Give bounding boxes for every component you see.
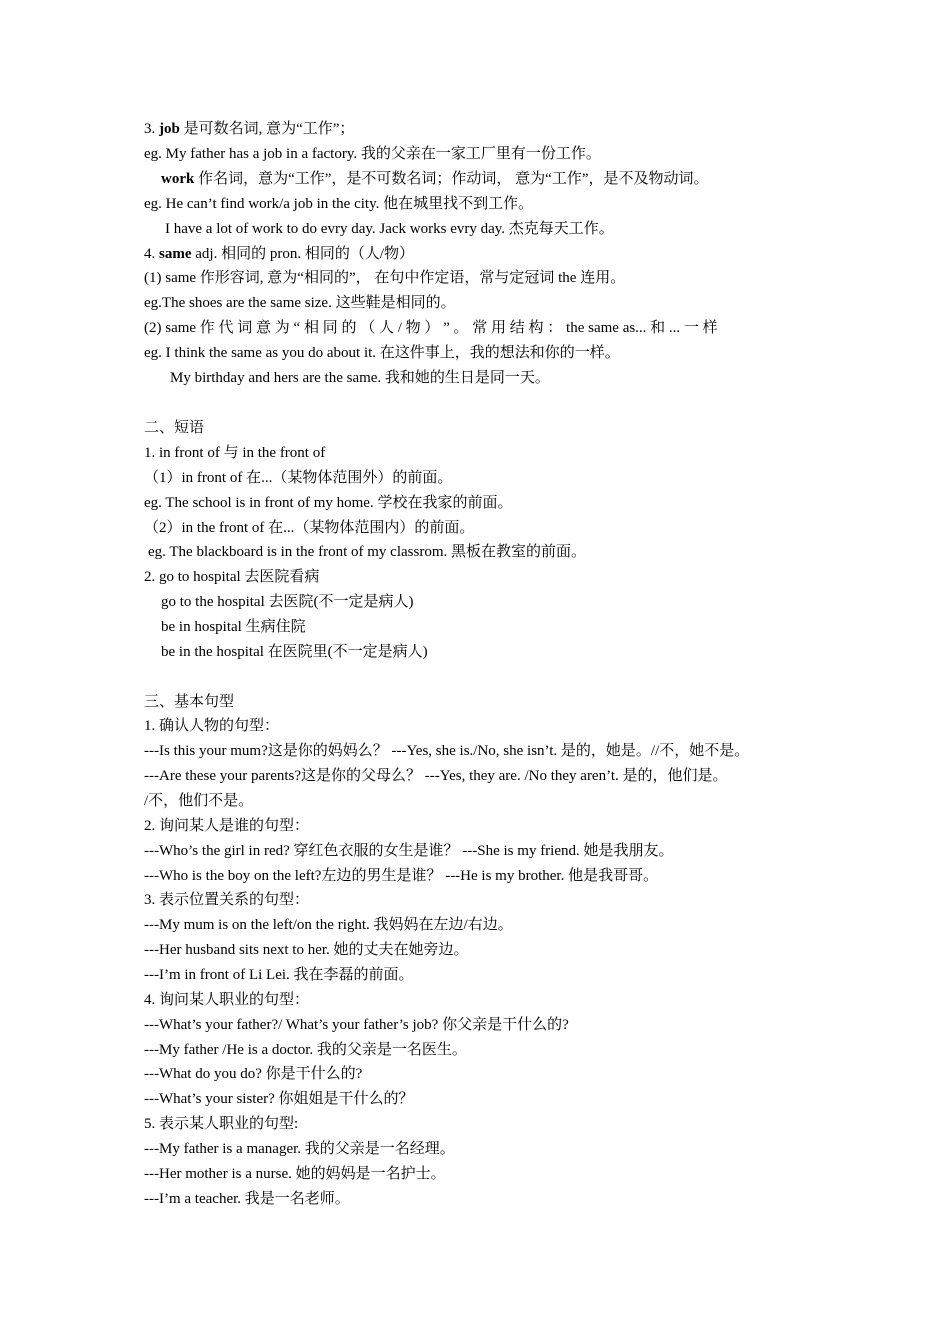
work-definition [161, 169, 708, 189]
pattern-2-dialog-b: ---Who is the boy on the left?左边的男生是谁？ ---He is my brother. 他是我哥哥。 [144, 868, 659, 884]
keyword-same: same [159, 246, 192, 262]
phrase-item-1a-example: eg. The school is in front of my home. 学校在我家的前面。 [144, 495, 513, 511]
same-usage-2-example-2: My birthday and hers are the same. 我和她的生日是同一天。 [170, 370, 550, 386]
keyword-job: job [159, 121, 180, 137]
pattern-5-example-a: ---My father is a manager. 我的父亲是一名经理。 [144, 1141, 455, 1157]
pattern-4-example-b: ---My father /He is a doctor. 我的父亲是一名医生。 [144, 1042, 467, 1058]
pattern-1-dialog-b-cont: /不，他们不是。 [144, 793, 254, 809]
section-heading-patterns: 三、基本句型 [144, 694, 235, 710]
job-example: eg. My father has a job in a factory. 我的父亲在一家工厂里有一份工作。 [144, 146, 601, 162]
pattern-1-dialog-b: ---Are these your parents?这是你的父母么？ ---Yes, they are. /No they aren’t. 是的，他们是。 [144, 768, 728, 784]
pattern-5-example-b: ---Her mother is a nurse. 她的妈妈是一名护士。 [144, 1166, 446, 1182]
pattern-2-dialog-a: ---Who’s the girl in red? 穿红色衣服的女生是谁？ ---She is my friend. 她是我朋友。 [144, 843, 674, 859]
section-heading-phrases: 二、短语 [144, 420, 205, 436]
pattern-4-example-c: ---What do you do? 你是干什么的? [144, 1066, 363, 1082]
pattern-2-title: 2. 询问某人是谁的句型： [144, 818, 310, 834]
same-usage-1: (1) same 作形容词, 意为“相同的”， 在句中作定语，常与定冠词 the 连用。 [144, 270, 626, 286]
definition-text: adj. 相同的 pron. 相同的（人/物） [191, 246, 414, 262]
pattern-3-title: 3. 表示位置关系的句型： [144, 892, 310, 908]
phrase-item-1: 1. in front of 与 in the front of [144, 445, 326, 461]
work-example-2: I have a lot of work to do evry day. Jack works evry day. 杰克每天工作。 [165, 221, 614, 237]
pattern-4-title: 4. 询问某人职业的句型： [144, 992, 310, 1008]
pattern-4-example-a: ---What’s your father?/ What’s your father’s job? 你父亲是干什么的? [144, 1017, 569, 1033]
definition-text: 作名词，意为“工作”，是不可数名词；作动词， 意为“工作”，是不及物动词。 [194, 171, 709, 187]
work-example-1: eg. He can’t find work/a job in the city. 他在城里找不到工作。 [144, 196, 534, 212]
definition-text: 是可数名词, 意为“工作”； [179, 121, 355, 137]
phrase-item-2d: be in the hospital 在医院里(不一定是病人) [161, 644, 428, 660]
phrase-item-2c: be in hospital 生病住院 [161, 619, 306, 635]
pattern-1-title: 1. 确认人物的句型： [144, 718, 280, 734]
phrase-item-1b: （2）in the front of 在...（某物体范围内）的前面。 [144, 520, 475, 536]
pattern-3-example-b: ---Her husband sits next to her. 她的丈夫在她旁边。 [144, 942, 469, 958]
same-usage-1-example: eg.The shoes are the same size. 这些鞋是相同的。 [144, 295, 456, 311]
item-number: 3. [144, 121, 159, 137]
same-usage-2: (2) same 作 代 词 意 为 “ 相 同 的 （ 人 / 物 ） ” 。 常 用 结 构 ： the same as... 和 ... 一 样 [144, 320, 718, 336]
phrase-item-2: 2. go to hospital 去医院看病 [144, 569, 320, 585]
same-definition [144, 244, 414, 264]
phrase-item-1a: （1）in front of 在...（某物体范围外）的前面。 [144, 470, 453, 486]
pattern-5-title: 5. 表示某人职业的句型: [144, 1116, 299, 1132]
phrase-item-1b-example: eg. The blackboard is in the front of my classrom. 黑板在教室的前面。 [148, 544, 586, 560]
pattern-1-dialog-a: ---Is this your mum?这是你的妈妈么？ ---Yes, she is./No, she isn’t. 是的，她是。//不，她不是。 [144, 743, 750, 759]
pattern-3-example-a: ---My mum is on the left/on the right. 我妈妈在左边/右边。 [144, 917, 513, 933]
same-usage-2-example-1: eg. I think the same as you do about it. 在这件事上，我的想法和你的一样。 [144, 345, 620, 361]
pattern-3-example-c: ---I’m in front of Li Lei. 我在李磊的前面。 [144, 967, 414, 983]
pattern-5-example-c: ---I’m a teacher. 我是一名老师。 [144, 1191, 350, 1207]
keyword-work: work [161, 171, 195, 187]
item-number: 4. [144, 246, 159, 262]
job-definition [144, 119, 354, 139]
pattern-4-example-d: ---What’s your sister? 你姐姐是干什么的？ [144, 1091, 414, 1107]
phrase-item-2b: go to the hospital 去医院(不一定是病人) [161, 594, 414, 610]
